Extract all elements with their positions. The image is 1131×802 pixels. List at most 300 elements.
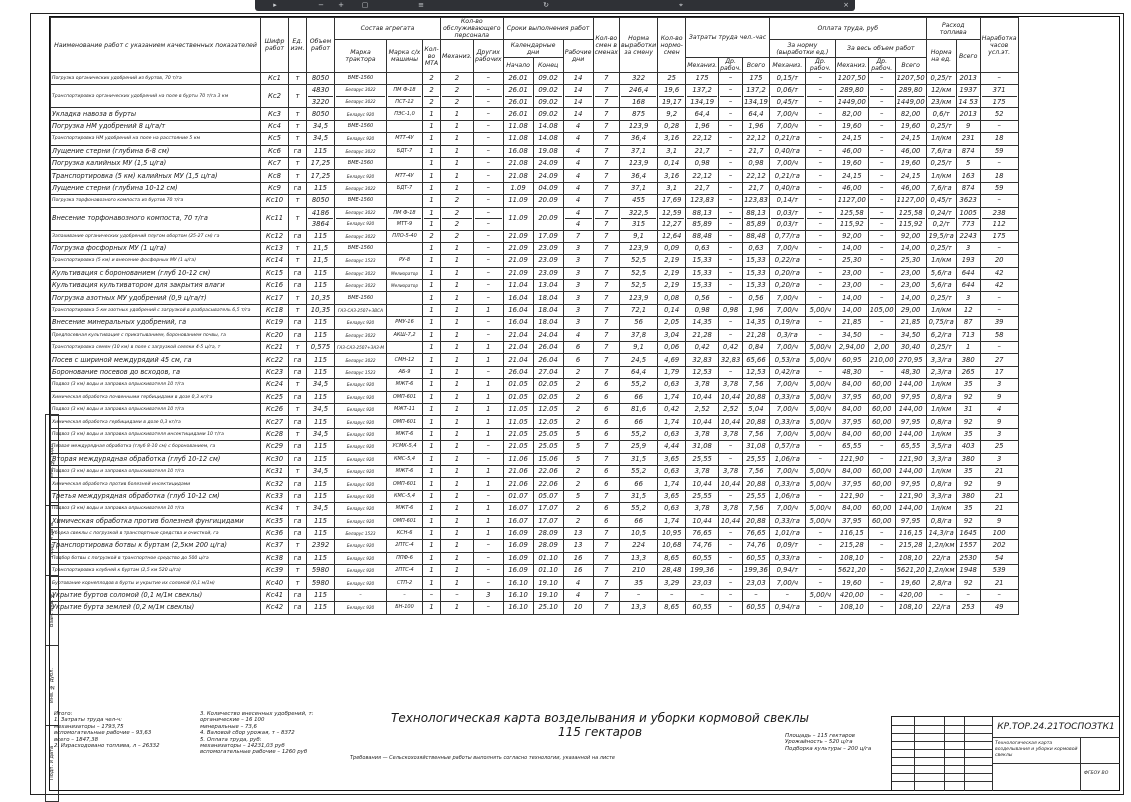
cell-nsh: 0,14 [658,157,686,169]
cell-shifts: 7 [593,366,619,378]
cell-hrs: 20 [980,255,1018,267]
cell-fn: 1л/км [926,403,956,415]
note-line: всего – 1847,38 [54,736,99,743]
cell-unit: га [289,329,307,341]
cell-lm: 12,53 [686,366,719,378]
cell-machine: МЖТ-6 [387,465,423,477]
cell-start: 16.04 [503,304,533,316]
cell-tractor: Беларус 920 [335,391,387,403]
cell-unit: т [289,195,307,207]
cell-machine [387,157,423,169]
cell-fn: 0,25/т [926,342,956,354]
cell-nsh: 3,1 [658,145,686,157]
cell-lt: 20,88 [743,478,770,490]
cell-lm: 3,78 [686,503,719,515]
cell-tractor: Беларус 3022 [335,280,387,292]
cell-hrs: 49 [980,602,1018,614]
hdr-pay: Оплата труда, руб [769,18,926,40]
cell-code: Кс39 [261,565,289,577]
cell-norm: 55,2 [619,428,657,440]
cell-lm: 0,98 [686,157,719,169]
cell-fn: 22/га [926,602,956,614]
cell-mta [423,85,441,108]
cell-pn: 7,00/ч [769,242,805,254]
cell-hrs: 27 [980,354,1018,366]
note-line: механизаторы – 1793,75 [54,723,124,730]
cell-machine: ПЭС-1,0 [387,108,423,120]
cell-days: 4 [563,145,593,157]
note-line: минеральные – 73,6 [200,723,257,730]
cell-lt: 20,88 [743,416,770,428]
cell-shifts: 6 [593,391,619,403]
cell-oth: – [473,280,503,292]
cell-code: Кс2 [261,85,289,108]
cell-pn: 0,40/га [769,182,805,194]
cell-unit: га [289,515,307,527]
cell-machine: МЖТ-6 [387,428,423,440]
cell-po: – [805,255,835,267]
cell-part: 4 [575,220,581,229]
cell-machine [387,242,423,254]
hdr-fuel: Расход топлива [926,18,980,40]
cell-fn: 1л/км [926,428,956,440]
cell-unit: га [289,602,307,614]
cell-lo: – [719,292,743,304]
cell-unit: т [289,565,307,577]
table-row [51,145,1019,157]
cell-op: Укрытие бурта землей (0,2 м/1м свеклы) [51,602,261,614]
cell-shifts: 7 [593,145,619,157]
cell-op: Транспортировка (5 км) калийных МУ (1,5 ц/га) [51,170,261,182]
cell-po: – [805,453,835,465]
cell-machine: ОМП-601 [387,391,423,403]
cell-tractor: Беларус 920 [335,403,387,415]
cell-op: Запахивание органических удобрений плугом обортом (25-27 см) га [51,230,261,242]
cell-oth: – [473,120,503,132]
cell-norm: 66 [619,478,657,490]
cell-days: 13 [563,540,593,552]
table-row [51,267,1019,279]
cell-pd: – [868,108,895,120]
cell-tractor: Беларус 1523 [335,366,387,378]
fit-icon[interactable]: ▢ [361,1,369,9]
cell-lt: 5,04 [743,403,770,415]
cell-mta: 1 [423,182,441,194]
document-subtitle: 115 гектаров [557,725,643,739]
cell-lo: – [719,182,743,194]
table-row [51,182,1019,194]
cell-op: Погрузка торфонавозного компоста из буртов 70 т/га [51,195,261,207]
cell-part: 1 [429,220,434,229]
cell-lm: 22,12 [686,133,719,145]
cell-po: 5,00/ч [805,416,835,428]
cursor-icon[interactable]: ▸ [273,1,277,9]
cell-part: 7 [595,85,618,97]
cell-unit: т [289,465,307,477]
cell-end: 17.09 [533,230,563,242]
cell-part: – [728,220,733,229]
cell-nsh: 0,63 [658,465,686,477]
cell-lt: 0,98 [743,157,770,169]
cell-part: 0,24/т [928,208,955,220]
cell-lo: – [719,589,743,601]
cell-pn: 0,33/га [769,552,805,564]
cell-pn: 7,00/ч [769,157,805,169]
table-row [51,416,1019,428]
cell-part: 2 [424,85,439,97]
cell-days: 3 [563,255,593,267]
cell-part: Беларус 3022 [336,85,385,97]
cell-part: 23/км [931,97,952,106]
cell-nsh: – [658,589,686,601]
cell-norm: 13,3 [619,552,657,564]
cell-vol: 2392 [307,540,335,552]
cell-pd: – [868,133,895,145]
cell-start: 11.08 [503,133,533,145]
cell-norm: 9,1 [619,342,657,354]
cell-pt: 97,95 [895,391,926,403]
cell-lm: 88,48 [686,230,719,242]
cell-pn: 0,20/га [769,280,805,292]
cell-pm [835,207,868,230]
cell-nsh: 8,65 [658,552,686,564]
cell-lo: – [719,170,743,182]
cell-hrs: 59 [980,145,1018,157]
measure-icon[interactable]: ⌖ [679,1,683,9]
cell-pm: 46,00 [835,182,868,194]
cell-oth [473,85,503,108]
cell-start: 11.05 [503,416,533,428]
table-row [51,207,1019,230]
cell-op: Внесение торфонавозного компоста, 70 т/га [51,207,261,230]
cell-shifts: 7 [593,304,619,316]
cell-po: – [805,242,835,254]
table-row [51,85,1019,108]
cell-po: 5,00/ч [805,503,835,515]
cell-part: 322,5 [621,208,656,220]
cell-op: Культивация культиватором для закрытия влаги [51,280,261,292]
cell-pt: 46,00 [895,145,926,157]
cell-part: 289,80 [897,85,925,97]
cell-lm: 15,33 [686,255,719,267]
cell-norm: 31,5 [619,490,657,502]
cell-fn: 0,25/т [926,292,956,304]
cell-pm: 21,85 [835,317,868,329]
hdr-unit: Ед. изм. [289,18,307,73]
cell-lm: 1,96 [686,120,719,132]
cell-start: 11.04 [503,280,533,292]
cell-pm: 108,10 [835,602,868,614]
cell-nsh: 0,09 [658,242,686,254]
cell-end: 14.08 [533,120,563,132]
note-line: Урожайность – 520 ц/га [785,739,853,746]
cell-mta: 1 [423,267,441,279]
cell-lt: 20,88 [743,391,770,403]
cell-lo: – [719,108,743,120]
cell-pn: 0,21/га [769,133,805,145]
cell-pd: – [868,195,895,207]
cell-start: 11.06 [503,453,533,465]
cell-lt: 60,55 [743,602,770,614]
cell-pd: 60,00 [868,478,895,490]
cell-nsh: 2,19 [658,280,686,292]
cell-mech: 2 [441,230,474,242]
cell-po: 5,00/ч [805,391,835,403]
cell-op: Погрузка фосфорных МУ (1 ц/га) [51,242,261,254]
cell-part: – [807,85,834,97]
cell-pd: 60,00 [868,503,895,515]
cell-days: 5 [563,490,593,502]
cell-pn [769,85,805,108]
cell-tractor: Беларус 920 [335,540,387,552]
cell-lt: 76,65 [743,527,770,539]
cell-start: 11.05 [503,403,533,415]
cell-ft [956,85,980,108]
cell-tractor: Беларус 920 [335,317,387,329]
cell-part: 3220 [311,97,330,106]
zoom-out-icon[interactable]: − [318,1,324,9]
cell-code: Кс38 [261,552,289,564]
cell-norm: 64,4 [619,366,657,378]
cell-pm: 14,00 [835,292,868,304]
cell-unit: га [289,354,307,366]
cell-mech: 1 [441,403,474,415]
binding-cell: Взам. инв. № [46,575,58,646]
cell-vol: 5980 [307,565,335,577]
cell-nsh: 1,74 [658,391,686,403]
cell-mech: 1 [441,342,474,354]
cell-code: Кс23 [261,366,289,378]
cell-ft: 231 [956,133,980,145]
note-line: Площадь – 115 гектаров [785,733,855,739]
cell-mta: 1 [423,145,441,157]
cell-nsh: 3,16 [658,133,686,145]
cell-op: Внесение минеральных удобрений, га [51,317,261,329]
cell-part: 125,58 [837,208,867,220]
cell-oth: – [473,145,503,157]
cell-pn: 7,00/ч [769,428,805,440]
cell-norm: 9,1 [619,230,657,242]
cell-tractor: Беларус 920 [335,503,387,515]
cell-pd: – [868,145,895,157]
rotate-icon[interactable]: ↻ [543,1,549,9]
cell-code: Кс40 [261,577,289,589]
cell-machine: СТП-2 [387,577,423,589]
cell-part: 115,92 [898,220,923,229]
note-line: 5. Оплата труда, руб: [200,736,262,743]
cell-oth: 3 [473,589,503,601]
cell-hrs: 9 [980,391,1018,403]
cell-pn: 0,40/га [769,145,805,157]
cell-shifts: 7 [593,133,619,145]
cell-pn: 1,06/га [769,490,805,502]
cell-days: 4 [563,329,593,341]
cell-start: 16.04 [503,317,533,329]
cell-part: 0,03/т [776,220,799,229]
cell-fn: 0,8/га [926,391,956,403]
table-row [51,565,1019,577]
cell-lt: 64,4 [743,108,770,120]
cell-pm: 14,00 [835,242,868,254]
cell-pt: 97,95 [895,515,926,527]
binding-cell: Инв. № подл. [46,415,58,506]
cell-pd: 2,00 [868,342,895,354]
cell-part: 238 [982,208,1017,220]
table-row [51,73,1019,85]
cell-end: 20.09 [533,195,563,207]
cell-part: 14 [565,85,592,97]
cell-op: Подвоз (3 км) воды и заправка опрыскивателя 10 т/га [51,465,261,477]
menu-icon[interactable]: ≡ [418,1,424,9]
cell-pt: 144,00 [895,503,926,515]
cell-vol: 115 [307,552,335,564]
cell-pn: 1,06/га [769,453,805,465]
cell-ft: 35 [956,379,980,391]
cell-lo: – [719,453,743,465]
cell-norm: 210 [619,565,657,577]
cell-vol: 115 [307,230,335,242]
cell-unit: т [289,403,307,415]
note-line: органические – 16 100 [200,717,265,724]
cell-lt: 21,7 [743,145,770,157]
cell-lt: 123,83 [743,195,770,207]
cell-hrs: 100 [980,527,1018,539]
cell-pm: 2,94,00 [835,342,868,354]
cell-oth: – [473,133,503,145]
cell-days: 2 [563,391,593,403]
cell-lt: 15,33 [743,267,770,279]
cell-pn: 0,33/га [769,391,805,403]
cell-mta: 1 [423,280,441,292]
cell-pm: 1207,50 [835,73,868,85]
cell-lt: 15,33 [743,280,770,292]
cell-pm: 84,00 [835,465,868,477]
stamp-org: ФГБОУ ВО [1084,771,1109,776]
cell-days: 2 [563,403,593,415]
cell-op: Химическая обработка против болезней инсектицидами [51,478,261,490]
cell-tractor: ВМЕ-1560 [335,157,387,169]
cell-code: Кс12 [261,230,289,242]
cell-shifts: 7 [593,602,619,614]
cell-fn: 0,25/т [926,242,956,254]
cell-po: – [805,133,835,145]
note-line: 4. Валовой сбор урожая, т – 8372 [200,730,295,737]
cell-pm: 215,28 [835,540,868,552]
cell-pm: 420,00 [835,589,868,601]
cell-machine [387,85,423,108]
cell-fn: 0,45/т [926,195,956,207]
cell-lm: 21,28 [686,329,719,341]
cell-ft: 644 [956,267,980,279]
cell-ft: 31 [956,403,980,415]
cell-pd: – [868,453,895,465]
cell-machine: УСМК-5,4 [387,441,423,453]
cell-pn: 0,20/га [769,267,805,279]
cell-part: Беларус 3022 [336,208,385,220]
cell-lm: 0,56 [686,292,719,304]
hdr-fuel-total: Всего [956,40,980,73]
cell-fn: 1л/км [926,465,956,477]
cell-start: 01.07 [503,490,533,502]
cell-days: 10 [563,602,593,614]
cell-lm: 31,08 [686,441,719,453]
hdr-pay-unit: За норму (выработки ед.) [769,40,835,58]
cell-nsh: 1,79 [658,366,686,378]
cell-oth: – [473,242,503,254]
cell-pm: 14,00 [835,304,868,316]
cell-fn: 7,6/га [926,145,956,157]
cell-pd: – [868,577,895,589]
cell-end: 19.08 [533,145,563,157]
cell-shifts: 7 [593,255,619,267]
cell-code: Кс3 [261,108,289,120]
cell-op: Лущение стерни (глубина 10-12 см) [51,182,261,194]
close-icon[interactable]: × [843,1,849,9]
cell-po: – [805,329,835,341]
cell-vol: 115 [307,416,335,428]
cell-lt: 65,66 [743,354,770,366]
cell-machine: 2ПТС-4 [387,565,423,577]
cell-oth: 1 [473,503,503,515]
cell-po: 5,00/ч [805,589,835,601]
cell-end: 04.09 [533,182,563,194]
cell-start: 21.04 [503,342,533,354]
hdr-composition: Состав агрегата [335,18,441,40]
table-row [51,242,1019,254]
cell-part: 12/км [928,85,955,97]
cell-mech [441,207,474,230]
cell-end: 25.05 [533,441,563,453]
cell-ft: 12 [956,304,980,316]
cell-part: – [486,220,490,229]
cell-pn: 0,21/га [769,170,805,182]
cell-days: 7 [563,230,593,242]
table-row [51,195,1019,207]
cell-mech: 1 [441,453,474,465]
table-row [51,441,1019,453]
cell-mech: 1 [441,354,474,366]
cell-op: Подвоз (3 км) воды и заправка опрыскивателя 10 т/га [51,403,261,415]
cell-lo: 3,78 [719,428,743,440]
cell-mta: 2 [423,230,441,242]
note-line: вспомогательные рабочие – 93,63 [54,730,152,737]
cell-shifts: 7 [593,157,619,169]
table-row [51,304,1019,316]
cell-unit: т [289,85,307,108]
cell-part: 7 [604,97,609,106]
drawing-frame [49,16,1120,791]
cell-lm: 76,65 [686,527,719,539]
cell-po: – [805,170,835,182]
cell-days: 4 [563,157,593,169]
cell-op: Боронование посевов до всходов, га [51,366,261,378]
cell-mech: 1 [441,428,474,440]
cell-fn: 1л/км [926,503,956,515]
table-row [51,478,1019,490]
cell-mta: 1 [423,602,441,614]
cell-po: 5,00/ч [805,515,835,527]
cell-po: 5,00/ч [805,304,835,316]
cell-pd: 60,00 [868,416,895,428]
cell-nsh: 25 [658,73,686,85]
cell-part: 85,89 [746,220,766,229]
cell-mech: 1 [441,304,474,316]
table-row [51,589,1019,601]
cell-fn: 5,6/га [926,280,956,292]
cell-pm: 24,15 [835,133,868,145]
zoom-in-icon[interactable]: + [338,1,344,9]
cell-fn: 0,25/т [926,120,956,132]
